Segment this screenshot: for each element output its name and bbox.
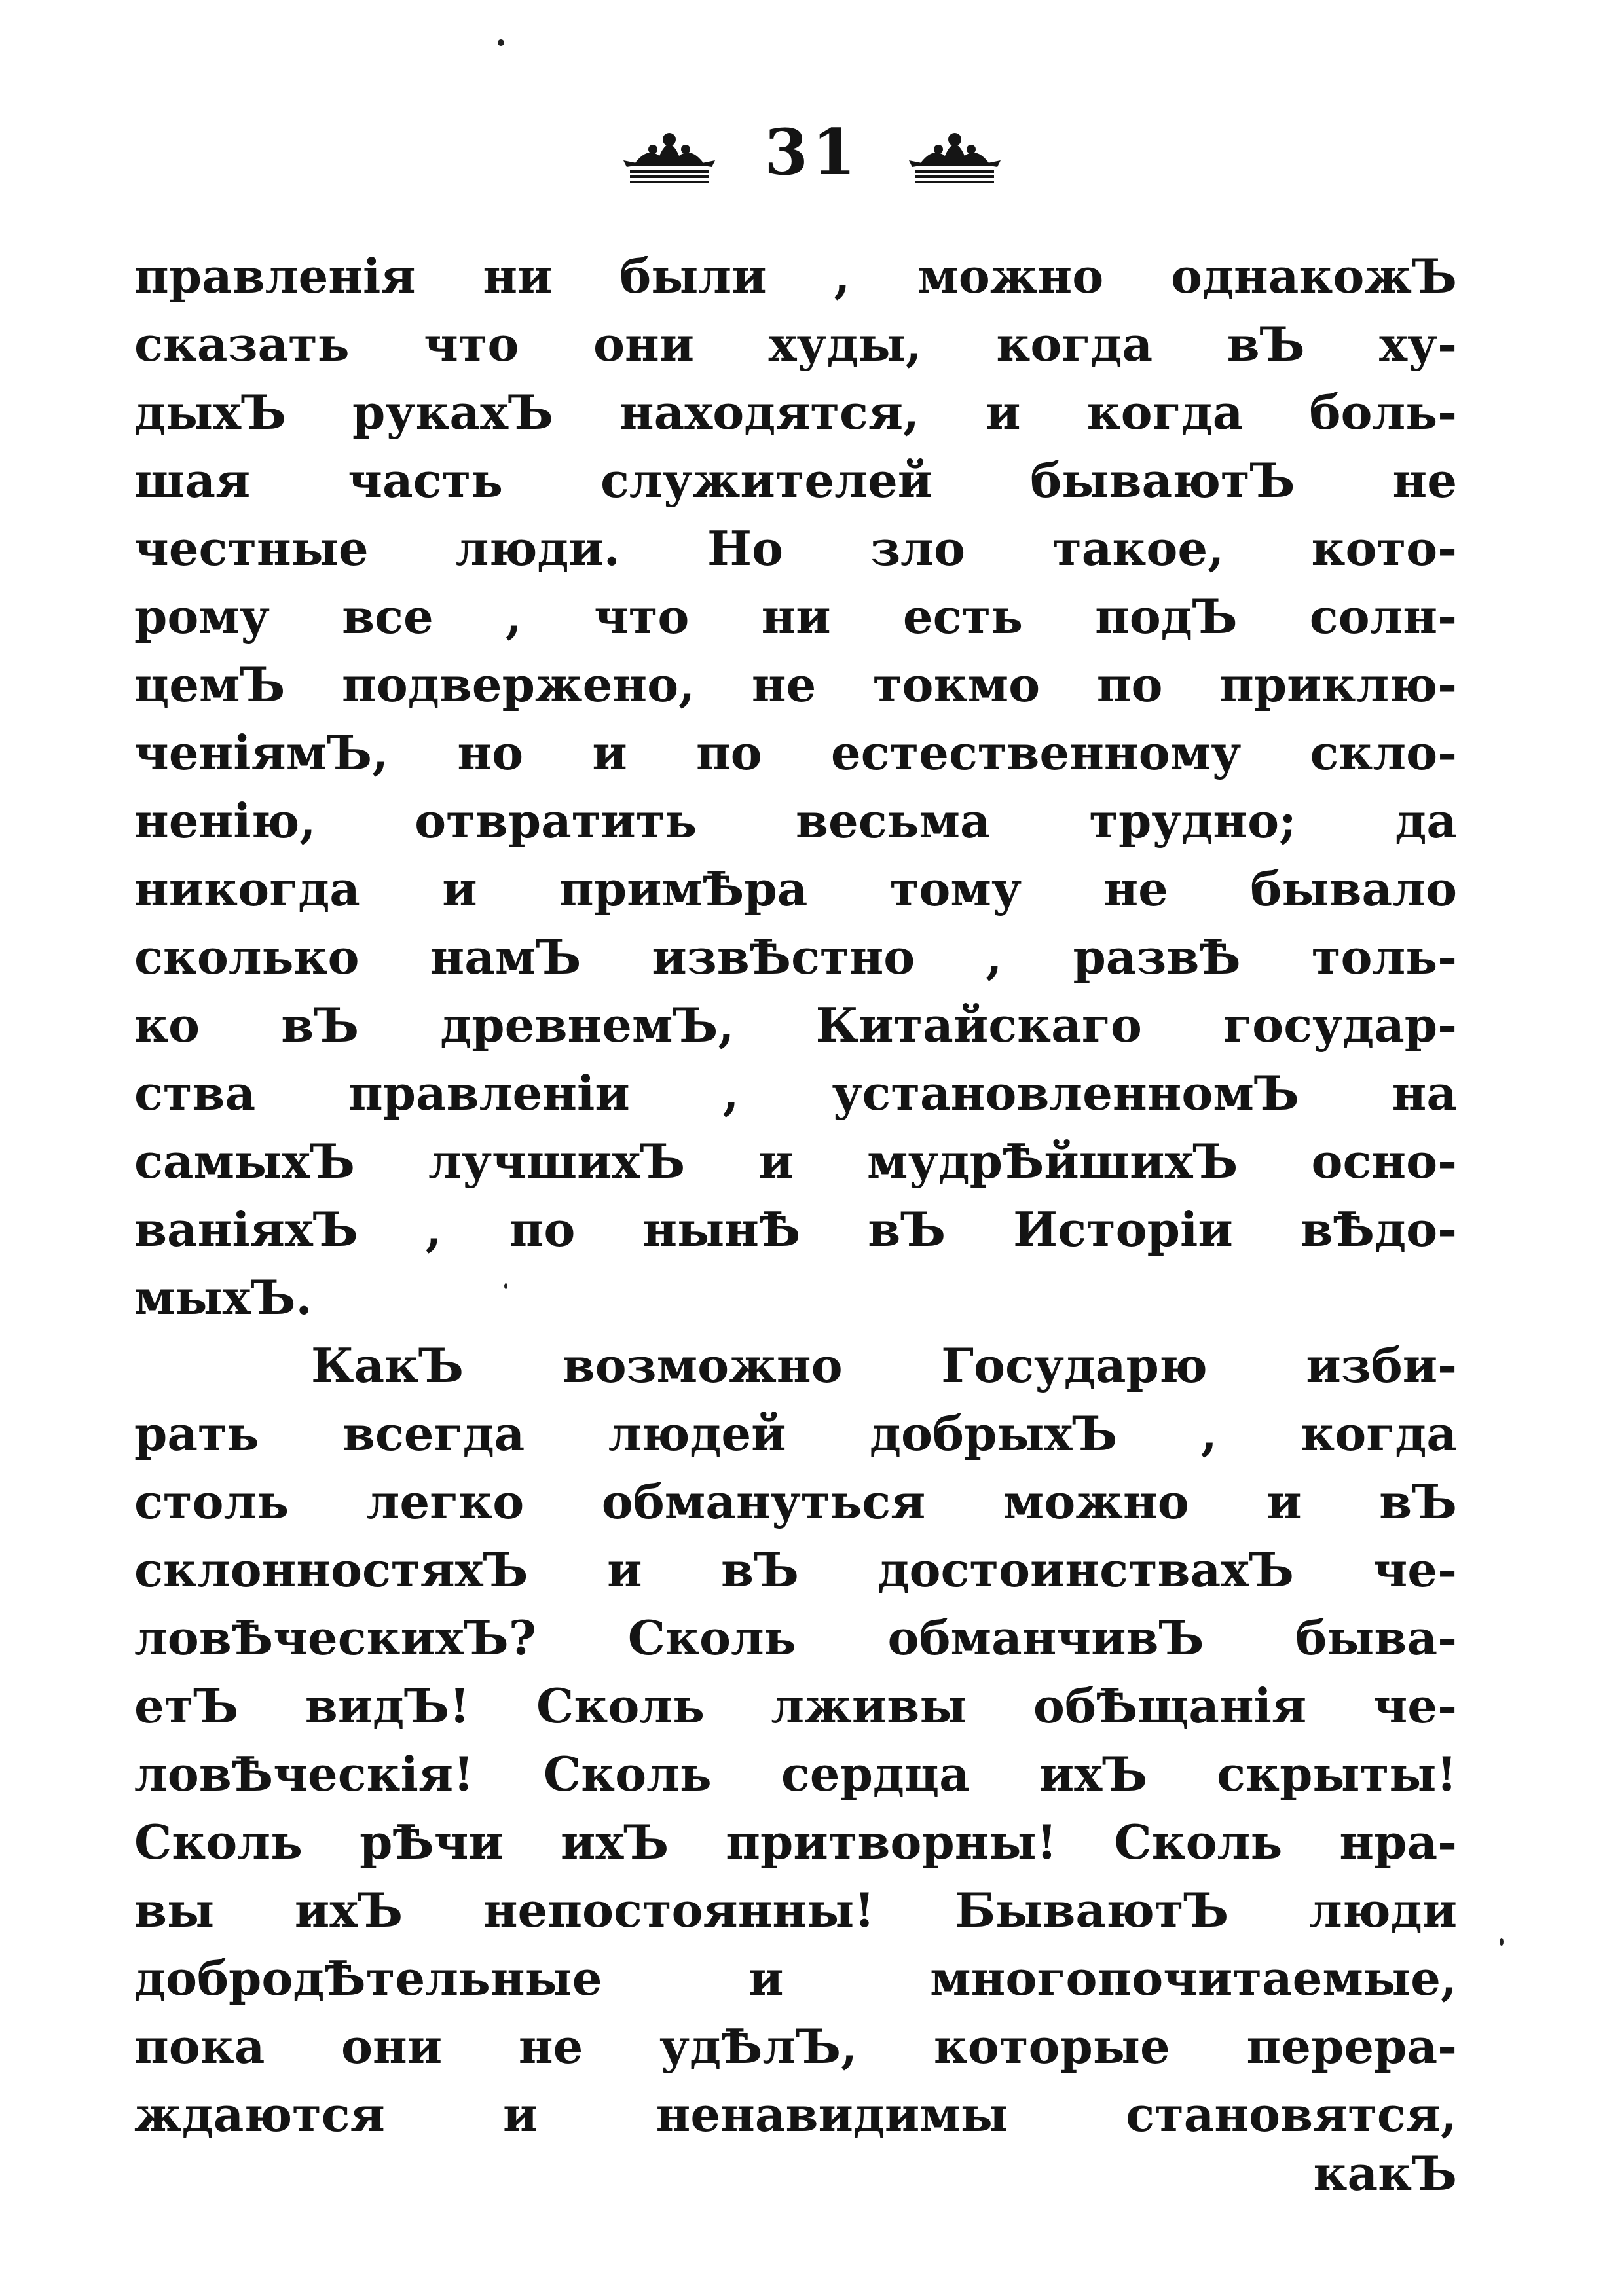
text-line: ловѢческихЪ? Сколь обманчивЪ быва- xyxy=(134,1610,1457,1666)
ink-speck xyxy=(504,1283,507,1289)
ink-speck xyxy=(1500,1938,1504,1946)
text-line: вы ихЪ непостоянны! БываютЪ люди xyxy=(134,1882,1457,1938)
text-line: сказать что они худы, когда вЪ ху- xyxy=(134,316,1457,372)
text-line: столь легко обмануться можно и вЪ xyxy=(134,1474,1457,1529)
ink-speck xyxy=(498,39,504,46)
catchword: какЪ xyxy=(1313,2145,1457,2201)
text-line: правленія ни были , можно однакожЪ xyxy=(134,248,1457,304)
text-line: Сколь рѢчи ихЪ притворны! Сколь нра- xyxy=(134,1814,1457,1870)
text-line: добродѢтельные и многопочитаемые, xyxy=(134,1950,1457,2006)
text-line: ваніяхЪ , по нынѢ вЪ Исторіи вѢдо- xyxy=(134,1201,1457,1257)
text-line: пока они не удѢлЪ, которые перера- xyxy=(134,2018,1457,2074)
text-line: рать всегда людей добрыхЪ , когда xyxy=(134,1406,1457,1461)
paragraph-1 xyxy=(134,242,1457,1332)
text-line: ненію, отвратить весьма трудно; да xyxy=(134,793,1457,848)
text-line: КакЪ возможно Государю изби- xyxy=(311,1338,1457,1393)
text-line: етЪ видЪ! Сколь лживы обѢщанія че- xyxy=(134,1678,1457,1734)
crown-ornament-icon xyxy=(906,120,1004,185)
text-line: цемЪ подвержено, не токмо по приклю- xyxy=(134,657,1457,712)
text-line: ловѢческія! Сколь сердца ихЪ скрыты! xyxy=(134,1746,1457,1802)
text-line: ждаются и ненавидимы становятся, xyxy=(134,2086,1457,2142)
text-line: сколько намЪ извѢстно , развѢ толь- xyxy=(134,929,1457,985)
text-line: мыхЪ. xyxy=(134,1269,312,1325)
text-line: ченіямЪ, но и по естественному скло- xyxy=(134,725,1457,780)
page-number: 31 xyxy=(764,115,860,189)
text-line: ства правленіи , установленномЪ на xyxy=(134,1065,1457,1121)
text-line: честные люди. Но зло такое, кото- xyxy=(134,520,1457,576)
text-line: никогда и примѢра тому не бывало xyxy=(134,861,1457,917)
body-text xyxy=(134,242,1457,2149)
text-line: склонностяхЪ и вЪ достоинствахЪ че- xyxy=(134,1542,1457,1597)
text-line: самыхЪ лучшихЪ и мудрѢйшихЪ осно- xyxy=(134,1133,1457,1189)
paragraph-2 xyxy=(134,1332,1457,2149)
text-line: шая часть служителей бываютЪ не xyxy=(134,452,1457,508)
crown-ornament-icon xyxy=(620,120,718,185)
text-line: рому все , что ни есть подЪ солн- xyxy=(134,589,1457,644)
text-line: дыхЪ рукахЪ находятся, и когда боль- xyxy=(134,384,1457,440)
text-line: ко вЪ древнемЪ, Китайскаго государ- xyxy=(134,997,1457,1053)
page-header xyxy=(0,117,1624,189)
